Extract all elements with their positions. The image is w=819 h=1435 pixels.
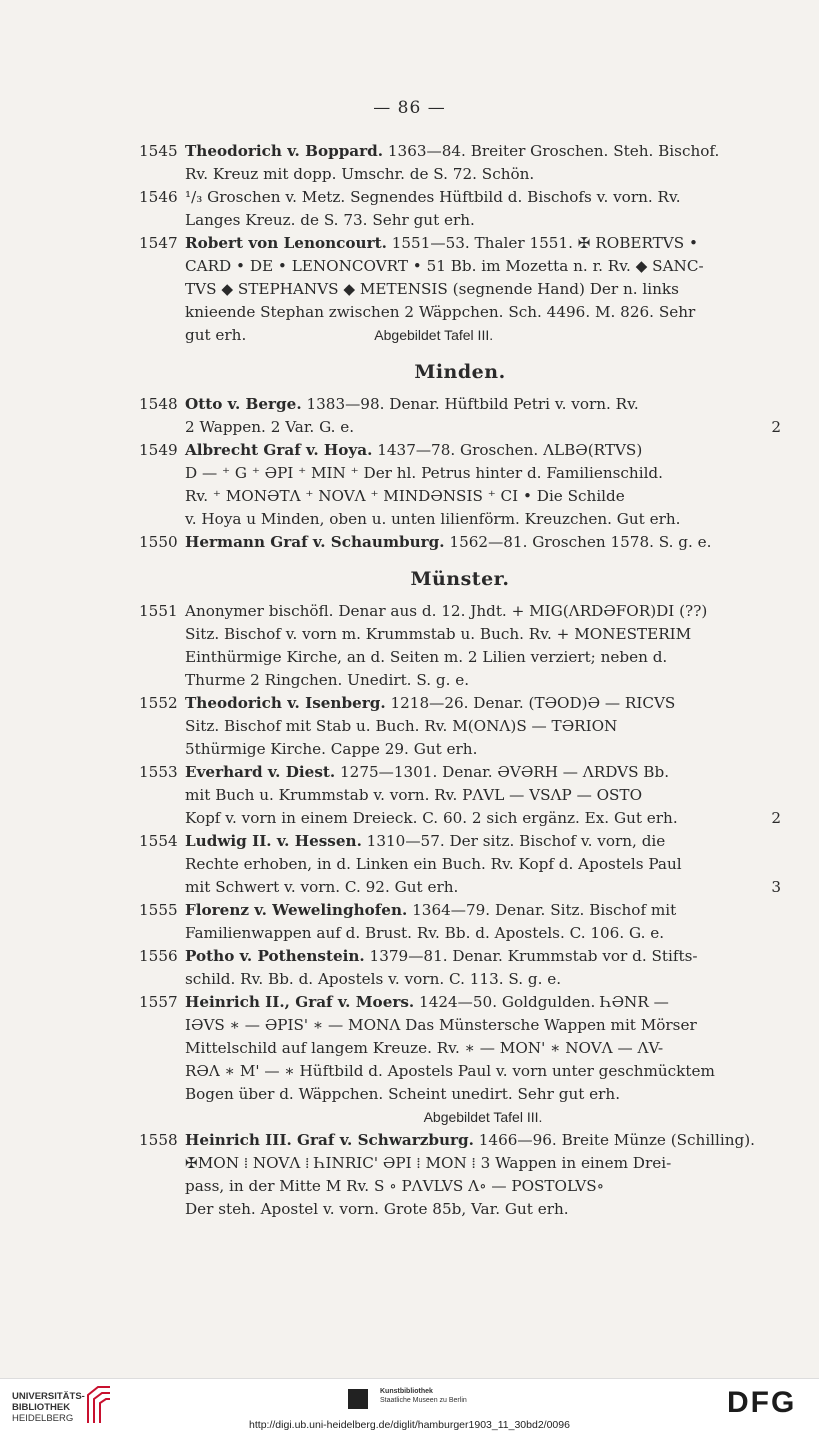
lot-number: 1546 xyxy=(139,188,178,206)
ruler-name: Everhard v. Diest. xyxy=(185,763,336,781)
catalog-entry xyxy=(139,692,781,761)
entry-line xyxy=(139,784,781,807)
entry-line xyxy=(139,1037,781,1060)
lot-number: 1555 xyxy=(139,901,178,919)
entry-line xyxy=(139,1198,781,1221)
lot-number: 1554 xyxy=(139,832,178,850)
entry-text: 1310—57. Der sitz. Bischof v. vorn, die xyxy=(361,832,666,850)
entry-text: ✠MON ⁞ NOVΛ ⁞ ҺINRIC' ƏPI ⁞ MON ⁞ 3 Wappen in einem Drei- xyxy=(185,1154,672,1172)
entry-line xyxy=(139,485,781,508)
ruler-name: Ludwig II. v. Hessen. xyxy=(185,832,362,850)
entry-text: Sitz. Bischof v. vorn m. Krummstab u. Buch. Rv. + MONESTERIM xyxy=(185,625,692,643)
entry-text: Rechte erhoben, in d. Linken ein Buch. Rv. Kopf d. Apostels Paul xyxy=(185,855,682,873)
catalog-entry xyxy=(139,531,781,554)
entry-text: Langes Kreuz. de S. 73. Sehr gut erh. xyxy=(185,211,475,229)
entry-line xyxy=(139,623,781,646)
entry-line xyxy=(139,991,781,1014)
entry-text: 1364—79. Denar. Sitz. Bischof mit xyxy=(407,901,677,919)
entry-line xyxy=(139,715,781,738)
page-number: — 86 — xyxy=(373,98,446,118)
ruler-name: Theodorich v. Boppard. xyxy=(185,142,384,160)
entry-line xyxy=(139,1175,781,1198)
quantity-note: 3 xyxy=(771,878,781,896)
catalog-entry xyxy=(139,1129,781,1221)
lot-number: 1551 xyxy=(139,602,178,620)
entry-line xyxy=(139,1014,781,1037)
entry-text: 1383—98. Denar. Hüftbild Petri v. vorn. Rv. xyxy=(301,395,639,413)
entry-text: Anonymer bischöfl. Denar aus d. 12. Jhdt. + MIG(ΛRDƏFOR)DI (??) xyxy=(185,602,708,620)
entry-line xyxy=(139,830,781,853)
ruler-name: Potho v. Pothenstein. xyxy=(185,947,365,965)
quantity-note: 2 xyxy=(771,809,781,827)
lot-number: 1552 xyxy=(139,694,178,712)
entry-line xyxy=(139,968,781,991)
permalink-url[interactable]: http://digi.ub.uni-heidelberg.de/diglit/hamburger1903_11_30bd2/0096 xyxy=(249,1419,570,1431)
entry-text: 1562—81. Groschen 1578. S. g. e. xyxy=(444,533,712,551)
entry-line xyxy=(139,1152,781,1175)
lot-number: 1557 xyxy=(139,993,178,1011)
lot-number: 1550 xyxy=(139,533,178,551)
entry-text: 1424—50. Goldgulden. ҺƏNR — xyxy=(414,993,669,1011)
catalog-entry xyxy=(139,830,781,899)
entry-line xyxy=(139,209,781,232)
entry-text: mit Buch u. Krummstab v. vorn. Rv. PΛVL — VSΛP — OSTO xyxy=(185,786,643,804)
entry-line xyxy=(139,600,781,623)
entry-line xyxy=(139,416,781,439)
entry-text: ¹/₃ Groschen v. Metz. Segnendes Hüftbild d. Bischofs v. vorn. Rv. xyxy=(185,188,681,206)
quantity-note: 2 xyxy=(771,418,781,436)
entry-text: 1379—81. Denar. Krummstab vor d. Stifts- xyxy=(364,947,698,965)
catalog-entry xyxy=(139,393,781,439)
entry-text: mit Schwert v. vorn. C. 92. Gut erh. xyxy=(185,878,459,896)
entry-line xyxy=(139,761,781,784)
ruler-name: Florenz v. Wewelinghofen. xyxy=(185,901,408,919)
entry-text: v. Hoya u Minden, oben u. unten lilienförm. Kreuzchen. Gut erh. xyxy=(185,510,681,528)
ruler-name: Heinrich II., Graf v. Moers. xyxy=(185,993,415,1011)
entry-line xyxy=(139,1083,781,1106)
entry-text: TVS ◆ STEPHANVS ◆ METENSIS (segnende Hand) Der n. links xyxy=(185,280,679,298)
entry-text: Einthürmige Kirche, an d. Seiten m. 2 Lilien verziert; neben d. xyxy=(185,648,668,666)
catalog-entry xyxy=(139,945,781,991)
section-heading: Münster. xyxy=(410,568,510,590)
kb-subtitle: Staatliche Museen zu Berlin xyxy=(380,1397,467,1404)
uni-logo-line: HEIDELBERG xyxy=(12,1413,74,1424)
catalog-entry xyxy=(139,600,781,692)
entry-line xyxy=(139,508,781,531)
entry-text: Der steh. Apostel v. vorn. Grote 85b, Var. Gut erh. xyxy=(185,1200,569,1218)
entry-text: 2 Wappen. 2 Var. G. e. xyxy=(185,418,355,436)
entry-line xyxy=(139,899,781,922)
entry-text: Thurme 2 Ringchen. Unedirt. S. g. e. xyxy=(185,671,470,689)
entry-line xyxy=(139,255,781,278)
entry-text: Rv. ⁺ MONƏTΛ ⁺ NOVΛ ⁺ MINDƏNSIS ⁺ CI • Die Schilde xyxy=(185,487,625,505)
ruler-name: Hermann Graf v. Schaumburg. xyxy=(185,533,445,551)
entry-line xyxy=(139,140,781,163)
catalog-content xyxy=(139,140,781,1221)
catalog-entry xyxy=(139,991,781,1129)
section-heading: Minden. xyxy=(414,361,506,383)
ruler-name: Heinrich III. Graf v. Schwarzburg. xyxy=(185,1131,474,1149)
entry-text: Mittelschild auf langem Kreuze. Rv. ∗ — MON' ∗ NOVΛ — ΛV- xyxy=(185,1039,664,1057)
entry-text: 1466—96. Breite Münze (Schilling). xyxy=(473,1131,756,1149)
lot-number: 1553 xyxy=(139,763,178,781)
entry-text: CARD • DE • LENONCOVRT • 51 Bb. im Mozetta n. r. Rv. ◆ SANC- xyxy=(185,257,704,275)
ruler-name: Theodorich v. Isenberg. xyxy=(185,694,386,712)
entry-line xyxy=(139,324,781,347)
lot-number: 1556 xyxy=(139,947,178,965)
entry-line xyxy=(139,646,781,669)
entry-line xyxy=(139,163,781,186)
entry-line xyxy=(139,531,781,554)
entry-text: 1363—84. Breiter Groschen. Steh. Bischof. xyxy=(383,142,720,160)
kb-title: Kunstbibliothek xyxy=(380,1388,433,1395)
catalog-entry xyxy=(139,439,781,531)
entry-line xyxy=(139,1060,781,1083)
catalog-entry xyxy=(139,186,781,232)
entry-line xyxy=(139,462,781,485)
entry-line xyxy=(139,301,781,324)
entry-line xyxy=(139,945,781,968)
catalog-entry xyxy=(139,899,781,945)
illustration-note: Abgebildet Tafel III. xyxy=(423,1109,543,1125)
entry-text: 1275—1301. Denar. ƏVƏRH — ΛRDVS Bb. xyxy=(335,763,670,781)
catalog-entry xyxy=(139,232,781,347)
entry-text: RƏΛ ∗ M' — ∗ Hüftbild d. Apostels Paul v. vorn unter geschmücktem xyxy=(185,1062,715,1080)
entry-text: 1218—26. Denar. (TƏOD)Ə — RICVS xyxy=(385,694,676,712)
lot-number: 1549 xyxy=(139,441,178,459)
entry-line xyxy=(139,807,781,830)
ruler-name: Robert von Lenoncourt. xyxy=(185,234,387,252)
uni-logo-line: UNIVERSITÄTS- xyxy=(12,1391,85,1402)
entry-line xyxy=(139,876,781,899)
entry-line xyxy=(139,692,781,715)
lot-number: 1547 xyxy=(139,234,178,252)
entry-line xyxy=(139,669,781,692)
catalog-entry xyxy=(139,140,781,186)
illustration-note: Abgebildet Tafel III. xyxy=(374,327,494,343)
entry-text: IƏVS ∗ — ƏPIS' ∗ — MONΛ Das Münstersche Wappen mit Mörser xyxy=(185,1016,697,1034)
catalog-entry xyxy=(139,761,781,830)
ruler-name: Albrecht Graf v. Hoya. xyxy=(185,441,373,459)
entry-text: D — ⁺ G ⁺ ƏPI ⁺ MIN ⁺ Der hl. Petrus hinter d. Familienschild. xyxy=(185,464,663,482)
entry-text: 1437—78. Groschen. ΛLBƏ(RTVS) xyxy=(372,441,643,459)
kunstbibliothek-square-icon xyxy=(348,1389,368,1409)
entry-text: 5thürmige Kirche. Cappe 29. Gut erh. xyxy=(185,740,478,758)
entry-line xyxy=(139,1129,781,1152)
entry-line xyxy=(139,853,781,876)
entry-line xyxy=(139,922,781,945)
entry-text: Kopf v. vorn in einem Dreieck. C. 60. 2 sich ergänz. Ex. Gut erh. xyxy=(185,809,678,827)
entry-line xyxy=(139,186,781,209)
entry-text: gut erh. xyxy=(185,326,247,344)
uni-logo-line: BIBLIOTHEK xyxy=(12,1402,71,1413)
entry-text: 1551—53. Thaler 1551. ✠ ROBERTVS • xyxy=(386,234,698,252)
entry-line xyxy=(139,393,781,416)
entry-text: Bogen über d. Wäppchen. Scheint unedirt. Sehr gut erh. xyxy=(185,1085,621,1103)
entry-text: schild. Rv. Bb. d. Apostels v. vorn. C. 113. S. g. e. xyxy=(185,970,562,988)
lot-number: 1558 xyxy=(139,1131,178,1149)
entry-text: Familienwappen auf d. Brust. Rv. Bb. d. Apostels. C. 106. G. e. xyxy=(185,924,665,942)
entry-text: knieende Stephan zwischen 2 Wäppchen. Sch. 4496. M. 826. Sehr xyxy=(185,303,696,321)
dfg-logo[interactable]: DFG xyxy=(727,1386,797,1419)
entry-line xyxy=(139,278,781,301)
ruler-name: Otto v. Berge. xyxy=(185,395,302,413)
entry-line xyxy=(139,738,781,761)
footer-bar xyxy=(0,1378,819,1435)
entry-text: pass, in der Mitte M Rv. S ∘ PΛVLVS Λ∘ — POSTOLVS∘ xyxy=(185,1177,605,1195)
entry-text: Rv. Kreuz mit dopp. Umschr. de S. 72. Schön. xyxy=(185,165,535,183)
lot-number: 1545 xyxy=(139,142,178,160)
lot-number: 1548 xyxy=(139,395,178,413)
entry-text: Sitz. Bischof mit Stab u. Buch. Rv. M(ONΛ)S — TƏRION xyxy=(185,717,618,735)
entry-line xyxy=(139,232,781,255)
entry-line xyxy=(139,439,781,462)
